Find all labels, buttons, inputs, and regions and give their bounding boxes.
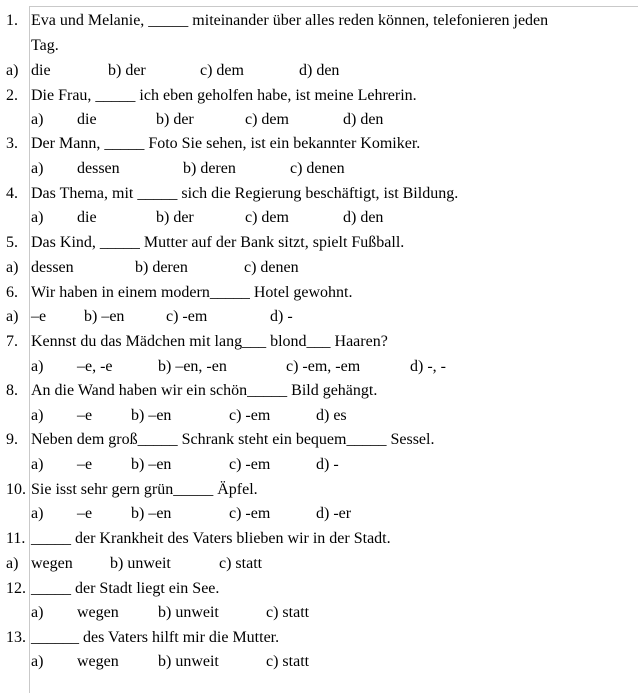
question-number: 13. (6, 629, 26, 646)
option-b: b) unweit (158, 604, 219, 621)
question-12-options (0, 603, 638, 623)
option-a-label: a) (31, 358, 44, 375)
question-number: 10. (6, 481, 26, 498)
option-b: b) unweit (158, 653, 219, 670)
option-b: b) –en (131, 456, 172, 473)
option-d: d) es (316, 407, 347, 424)
question-text: Das Kind, _____ Mutter auf der Bank sitzt, spielt Fußball. (31, 234, 405, 251)
question-text: Neben dem groß_____ Schrank steht ein bequem_____ Sessel. (31, 431, 435, 448)
option-d: d) -er (316, 505, 352, 522)
option-c: c) dem (245, 111, 289, 128)
question-13-line (0, 628, 638, 648)
option-a-label: a) (31, 111, 44, 128)
question-7-line (0, 332, 638, 352)
option-c: c) -em, -em (286, 358, 361, 375)
option-b: b) der (108, 62, 146, 79)
option-c: c) dem (200, 62, 244, 79)
option-c: c) denen (290, 160, 345, 177)
question-6-options (0, 307, 638, 327)
option-d: d) - (270, 308, 293, 325)
option-a: wegen (31, 555, 73, 572)
question-number: 5. (6, 234, 18, 251)
option-c: c) dem (245, 209, 289, 226)
question-text: ______ des Vaters hilft mir die Mutter. (31, 629, 280, 646)
question-text: _____ der Stadt liegt ein See. (31, 580, 220, 597)
question-1-line (0, 11, 638, 31)
question-3-line (0, 134, 638, 154)
option-a: wegen (77, 653, 119, 670)
option-a: –e (77, 505, 93, 522)
question-text: Die Frau, _____ ich eben geholfen habe, ist meine Lehrerin. (31, 87, 417, 104)
option-d: d) den (343, 209, 384, 226)
question-text: Eva und Melanie, _____ miteinander über alles reden können, telefonieren jeden (31, 12, 549, 29)
option-b: b) –en, -en (158, 358, 227, 375)
option-a-label: a) (31, 604, 44, 621)
option-c: c) -em (229, 456, 271, 473)
option-c: c) -em (166, 308, 208, 325)
option-a: dessen (77, 160, 120, 177)
question-3-options (0, 159, 638, 179)
question-text: Das Thema, mit _____ sich die Regierung beschäftigt, ist Bildung. (31, 185, 459, 202)
option-a: dessen (31, 259, 74, 276)
option-b: b) deren (183, 160, 236, 177)
option-a: –e (77, 456, 93, 473)
option-a-label: a) (31, 505, 44, 522)
question-text: An die Wand haben wir ein schön_____ Bild gehängt. (31, 382, 378, 399)
option-c: c) statt (266, 604, 310, 621)
question-number: 4. (6, 185, 18, 202)
question-number: 3. (6, 135, 18, 152)
question-text: Wir haben in einem modern_____ Hotel gewohnt. (31, 284, 353, 301)
question-11-line (0, 529, 638, 549)
question-4-options (0, 208, 638, 228)
question-5-options (0, 258, 638, 278)
option-a-label: a) (31, 160, 44, 177)
question-10-line (0, 480, 638, 500)
question-number: 1. (6, 12, 18, 29)
option-b: b) unweit (110, 555, 171, 572)
option-a: –e (77, 407, 93, 424)
question-8-line (0, 381, 638, 401)
option-c: c) -em (229, 505, 271, 522)
question-2-line (0, 86, 638, 106)
option-b: b) –en (131, 505, 172, 522)
option-d: d) den (343, 111, 384, 128)
option-c: c) denen (244, 259, 299, 276)
option-c: c) statt (266, 653, 310, 670)
option-b: b) deren (135, 259, 188, 276)
question-number: 12. (6, 580, 26, 597)
question-10-options (0, 504, 638, 524)
option-a-label: a) (6, 555, 19, 572)
question-9-options (0, 455, 638, 475)
question-4-line (0, 184, 638, 204)
question-text: _____ der Krankheit des Vaters blieben wir in der Stadt. (31, 530, 391, 547)
question-9-line (0, 430, 638, 450)
option-b: b) der (156, 111, 194, 128)
question-1-options (0, 61, 638, 81)
question-number: 9. (6, 431, 18, 448)
question-2-options (0, 110, 638, 130)
question-8-options (0, 406, 638, 426)
page-top-border (29, 6, 638, 7)
option-a-label: a) (31, 407, 44, 424)
option-a: –e, -e (77, 358, 113, 375)
question-text: Sie isst sehr gern grün_____ Äpfel. (31, 481, 258, 498)
question-1-continuation (0, 36, 638, 56)
option-a-label: a) (31, 209, 44, 226)
option-a: –e (31, 308, 47, 325)
question-7-options (0, 357, 638, 377)
option-b: b) der (156, 209, 194, 226)
option-c: c) statt (219, 555, 263, 572)
question-6-line (0, 283, 638, 303)
option-a: die (77, 209, 97, 226)
option-a-label: a) (31, 456, 44, 473)
question-number: 6. (6, 284, 18, 301)
question-number: 2. (6, 87, 18, 104)
option-a: die (31, 62, 51, 79)
question-number: 11. (6, 530, 26, 547)
question-13-options (0, 652, 638, 672)
option-c: c) -em (229, 407, 271, 424)
question-text: Kennst du das Mädchen mit lang___ blond___ Haaren? (31, 333, 388, 350)
option-a-label: a) (31, 653, 44, 670)
question-text: Der Mann, _____ Foto Sie sehen, ist ein bekannter Komiker. (31, 135, 421, 152)
question-12-line (0, 579, 638, 599)
question-number: 7. (6, 333, 18, 350)
option-a-label: a) (6, 62, 19, 79)
option-a-label: a) (6, 259, 19, 276)
question-text-continuation: Tag. (31, 37, 59, 54)
option-d: d) - (316, 456, 339, 473)
option-a-label: a) (6, 308, 19, 325)
option-d: d) -, - (410, 358, 446, 375)
question-number: 8. (6, 382, 18, 399)
option-b: b) –en (84, 308, 125, 325)
option-d: d) den (299, 62, 340, 79)
option-b: b) –en (131, 407, 172, 424)
question-5-line (0, 233, 638, 253)
option-a: die (77, 111, 97, 128)
question-11-options (0, 554, 638, 574)
option-a: wegen (77, 604, 119, 621)
